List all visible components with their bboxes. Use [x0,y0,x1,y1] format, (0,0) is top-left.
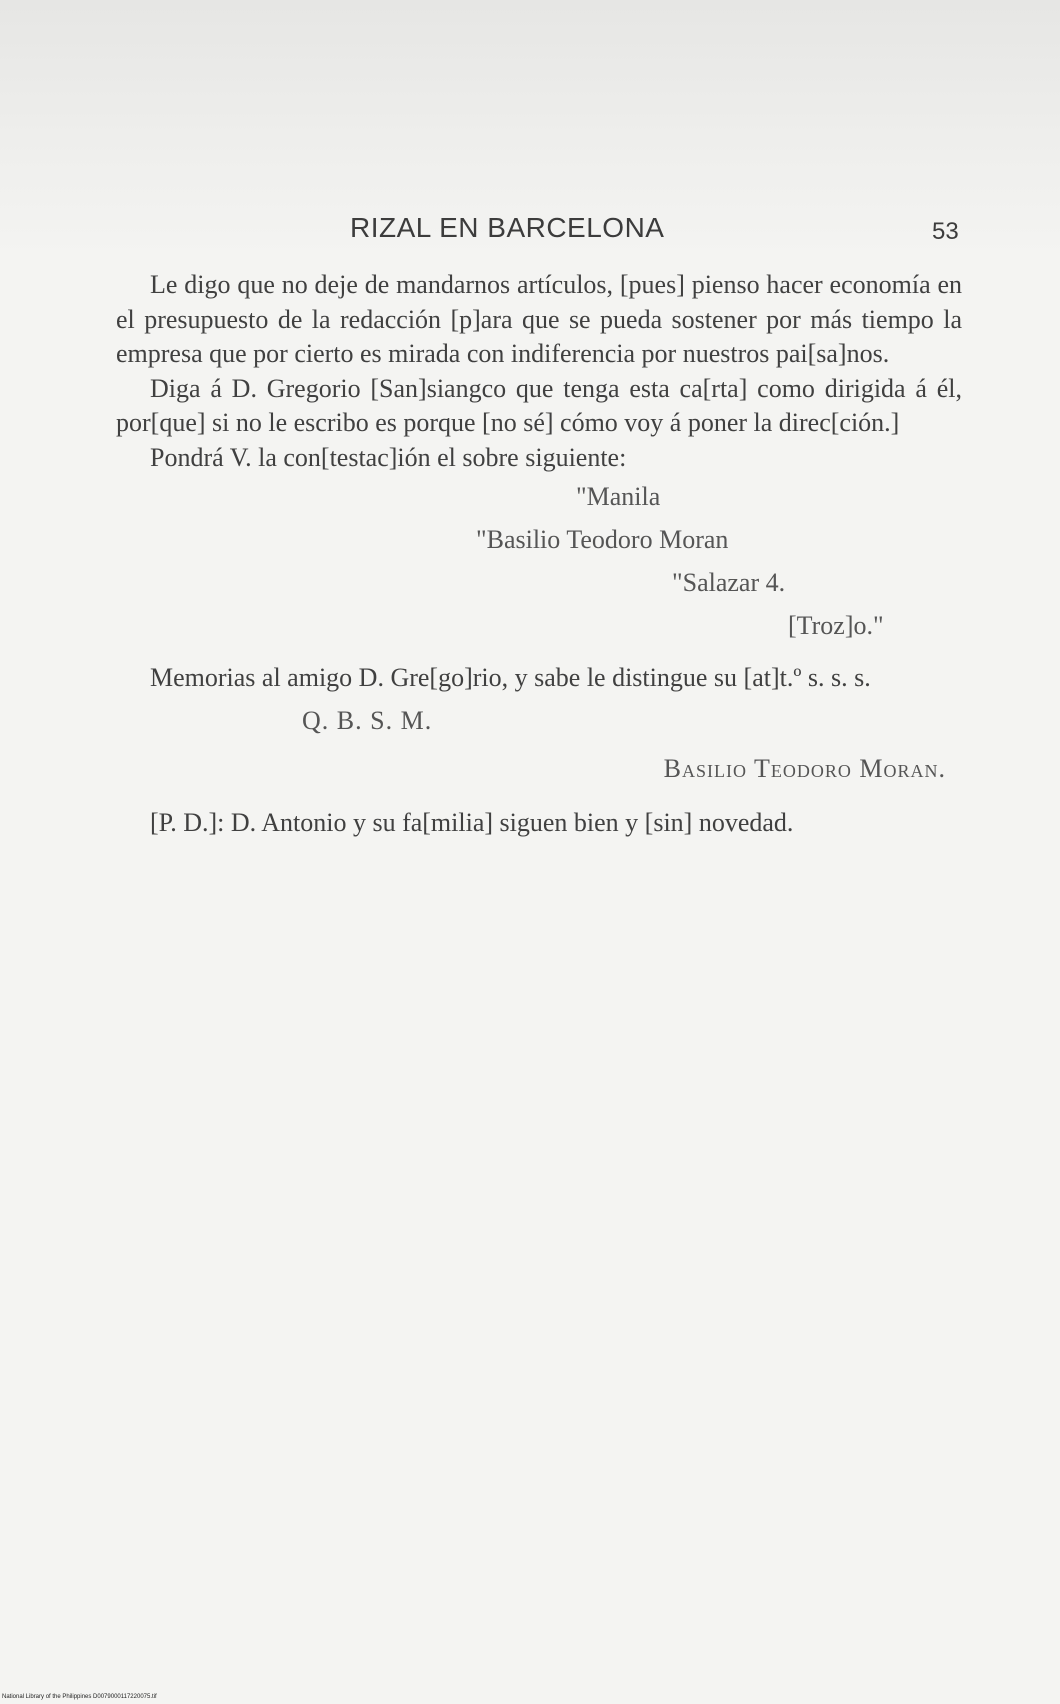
address-line-district: [Troz]o." [788,611,884,640]
address-line-name: "Basilio Teodoro Moran [476,525,729,554]
signature: Basilio Teodoro Moran. [663,753,946,783]
page-number: 53 [932,218,959,245]
running-title: RIZAL EN BARCELONA [350,212,665,243]
postscript: [P. D.]: D. Antonio y su fa[milia] siguen bien y [sin] novedad. [150,807,794,837]
paragraph-gregorio: Diga á D. Gregorio [San]siangco que tenga esta ca[rta] como dirigida á él, por[que] si no le escribo es porque [no sé] cómo voy á poner la direc[ción.] [116,373,962,437]
scan-credit-footer: National Library of the Philippines D0079000117220075.tif [2,1694,157,1700]
paragraph-envelope: Pondrá V. la con[testac]ión el sobre siguiente: [150,442,627,472]
paragraph-memorias: Memorias al amigo D. Gre[go]rio, y sabe le distingue su [at]t.º s. s. s. [150,663,871,692]
letter-body [116,268,962,840]
paragraph-articles: Le digo que no deje de mandarnos artículos, [pues] pienso hacer economía en el presupuesto de la redacción [p]ara que se pueda sostener por más tiempo la empresa que por cierto es mirada con indiferencia por nuestros pai[sa]nos. [116,270,962,368]
address-line-street: "Salazar 4. [672,568,786,597]
address-line-manila: "Manila [576,482,661,511]
closing-formula: Q. B. S. M. [302,705,433,735]
